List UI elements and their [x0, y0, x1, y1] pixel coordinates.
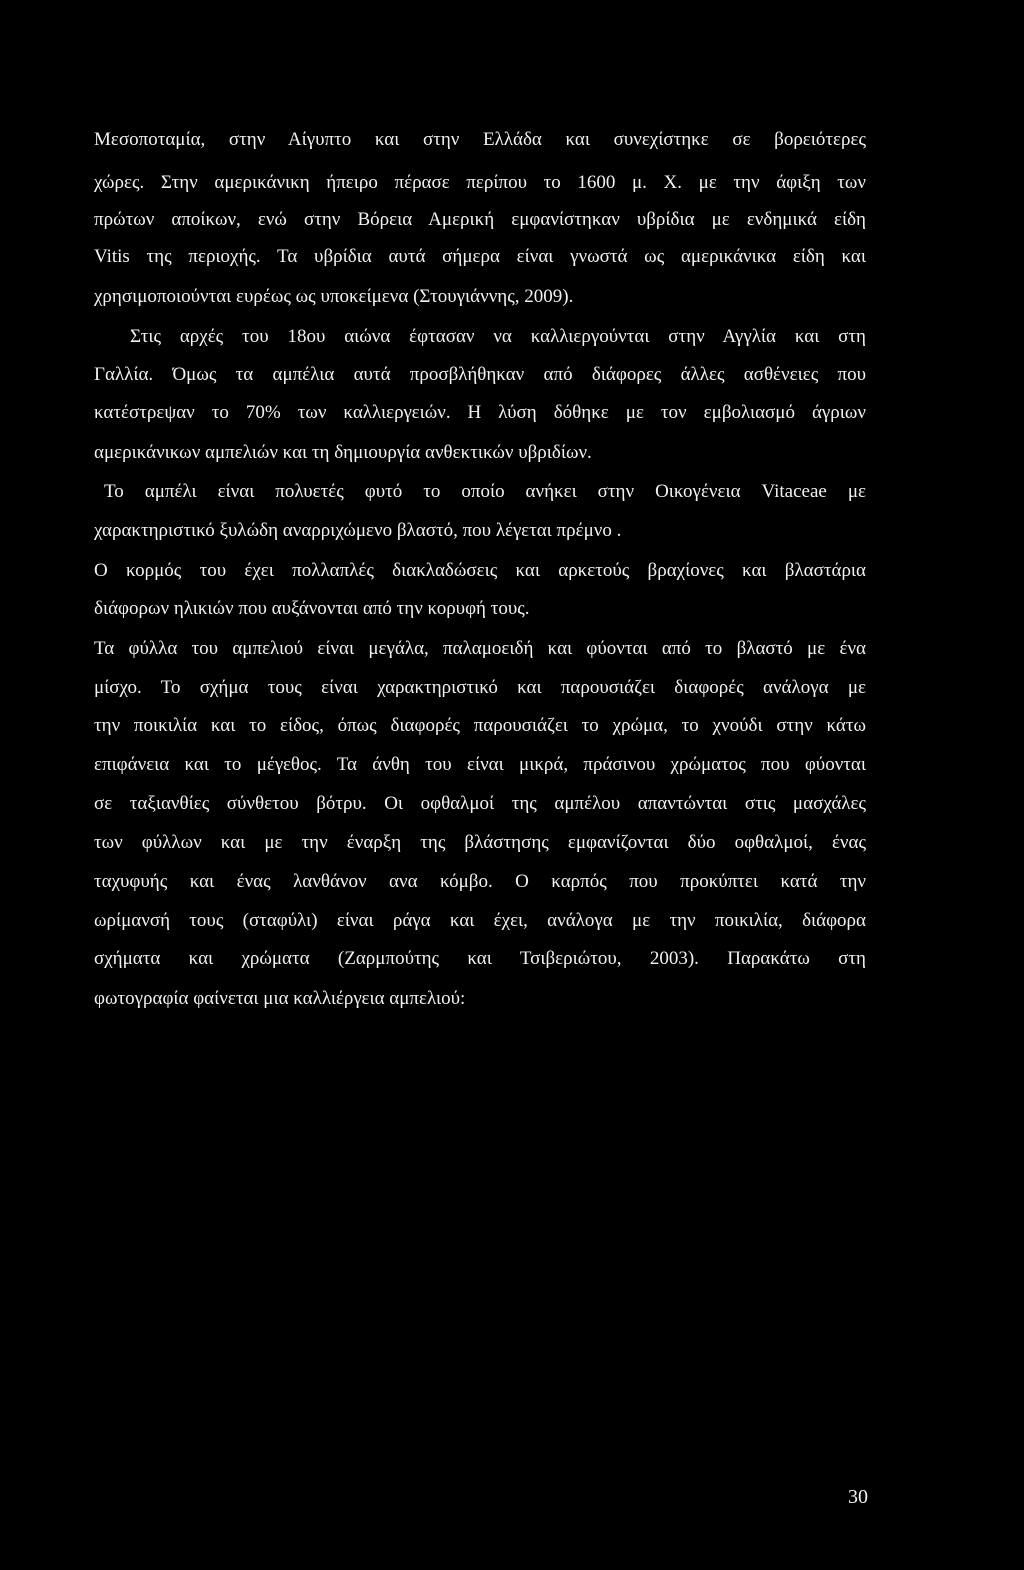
text-line: χώρες. Στην αμερικάνικη ήπειρο πέρασε περίπου το 1600 μ. Χ. με την άφιξη των [94, 172, 866, 193]
text-line: ωρίμανσή τους (σταφύλι) είναι ράγα και έχει, ανάλογα με την ποικιλία, διάφορα [94, 910, 866, 931]
page-number: 30 [848, 1486, 868, 1508]
text-line: πρώτων αποίκων, ενώ στην Βόρεια Αμερική εμφανίστηκαν υβρίδια με ενδημικά είδη [94, 209, 866, 230]
text-line: σχήματα και χρώματα (Ζαρμπούτης και Τσιβεριώτου, 2003). Παρακάτω στη [94, 948, 866, 969]
text-line: Ο κορμός του έχει πολλαπλές διακλαδώσεις και αρκετούς βραχίονες και βλαστάρια [94, 560, 866, 581]
text-line: ταχυφυής και ένας λανθάνον ανα κόμβο. Ο καρπός που προκύπτει κατά την [94, 871, 866, 892]
text-line: επιφάνεια και το μέγεθος. Τα άνθη του είναι μικρά, πράσινου χρώματος που φύονται [94, 754, 866, 775]
text-line: Στις αρχές του 18ου αιώνα έφτασαν να καλλιεργούνται στην Αγγλία και στη [130, 326, 866, 347]
text-line: διάφορων ηλικιών που αυξάνονται από την κορυφή τους. [94, 598, 530, 619]
text-line: των φύλλων και με την έναρξη της βλάστησης εμφανίζονται δύο οφθαλμοί, ένας [94, 832, 866, 853]
text-line: χαρακτηριστικό ξυλώδη αναρριχώμενο βλαστό, που λέγεται πρέμνο . [94, 520, 622, 541]
text-line: μίσχο. Το σχήμα τους είναι χαρακτηριστικό και παρουσιάζει διαφορές ανάλογα με [94, 677, 866, 698]
text-line: την ποικιλία και το είδος, όπως διαφορές παρουσιάζει το χρώμα, το χνούδι στην κάτω [94, 715, 866, 736]
text-line: Το αμπέλι είναι πολυετές φυτό το οποίο ανήκει στην Οικογένεια Vitaceae με [104, 481, 866, 502]
text-line: χρησιμοποιούνται ευρέως ως υποκείμενα (Στουγιάννης, 2009). [94, 286, 574, 307]
text-line: φωτογραφία φαίνεται μια καλλιέργεια αμπελιού: [94, 988, 466, 1009]
text-line: Μεσοποταμία, στην Αίγυπτο και στην Ελλάδα και συνεχίστηκε σε βορειότερες [94, 129, 866, 150]
text-line: Vitis της περιοχής. Τα υβρίδια αυτά σήμερα είναι γνωστά ως αμερικάνικα είδη και [94, 246, 866, 267]
text-line: κατέστρεψαν το 70% των καλλιεργειών. Η λύση δόθηκε με τον εμβολιασμό άγριων [94, 402, 866, 423]
text-line: σε ταξιανθίες σύνθετου βότρυ. Οι οφθαλμοί της αμπέλου απαντώνται στις μασχάλες [94, 793, 866, 814]
text-line: Τα φύλλα του αμπελιού είναι μεγάλα, παλαμοειδή και φύονται από το βλαστό με ένα [94, 638, 866, 659]
text-line: Γαλλία. Όμως τα αμπέλια αυτά προσβλήθηκαν από διάφορες άλλες ασθένειες που [94, 364, 866, 385]
text-line: αμερικάνικων αμπελιών και τη δημιουργία ανθεκτικών υβριδίων. [94, 442, 592, 463]
